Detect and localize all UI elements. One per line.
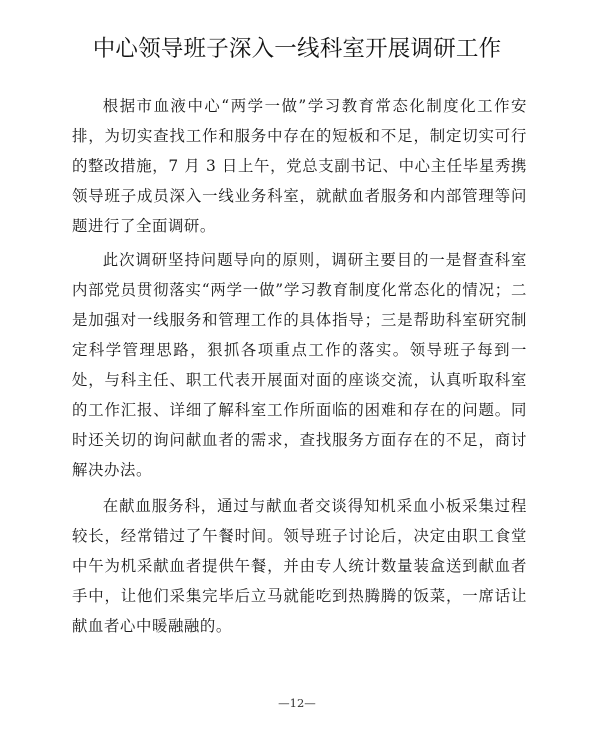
body-paragraph-3: 在献血服务科，通过与献血者交谈得知机采血小板采集过程较长，经常错过了午餐时间。领导班子讨论后，决定由职工食堂中午为机采献血者提供午餐，并由专人统计数量装盒送到献血者手中，让他们采集完毕后立马就能吃到热腾腾的饭菜，一席话让献血者心中暖融融的。 [72,497,527,635]
body-paragraph-1: 根据市血液中心“两学一做”学习教育常态化制度化工作安排，为切实查找工作和服务中存在的短板和不足，制定切实可行的整改措施，7 月 3 日上午，党总支副书记、中心主任毕星秀携领导班子成员深入一线业务科室，就献血者服务和内部管理等问题进行了全面调研。 [72,97,527,235]
page-number: —12— [278,696,316,710]
body-paragraph-2: 此次调研坚持问题导向的原则，调研主要目的一是督查科室内部党员贯彻落实“两学一做”学习教育制度化常态化的情况；二是加强对一线服务和管理工作的具体指导；三是帮助科室研究制定科学管理思路，狠抓各项重点工作的落实。领导班子每到一处，与科主任、职工代表开展面对面的座谈交流，认真听取科室的工作汇报、详细了解科室工作所面临的困难和存在的问题。同时还关切的询问献血者的需求，查找服务方面存在的不足，商讨解决办法。 [72,251,527,479]
document-title: 中心领导班子深入一线科室开展调研工作 [92,36,502,62]
